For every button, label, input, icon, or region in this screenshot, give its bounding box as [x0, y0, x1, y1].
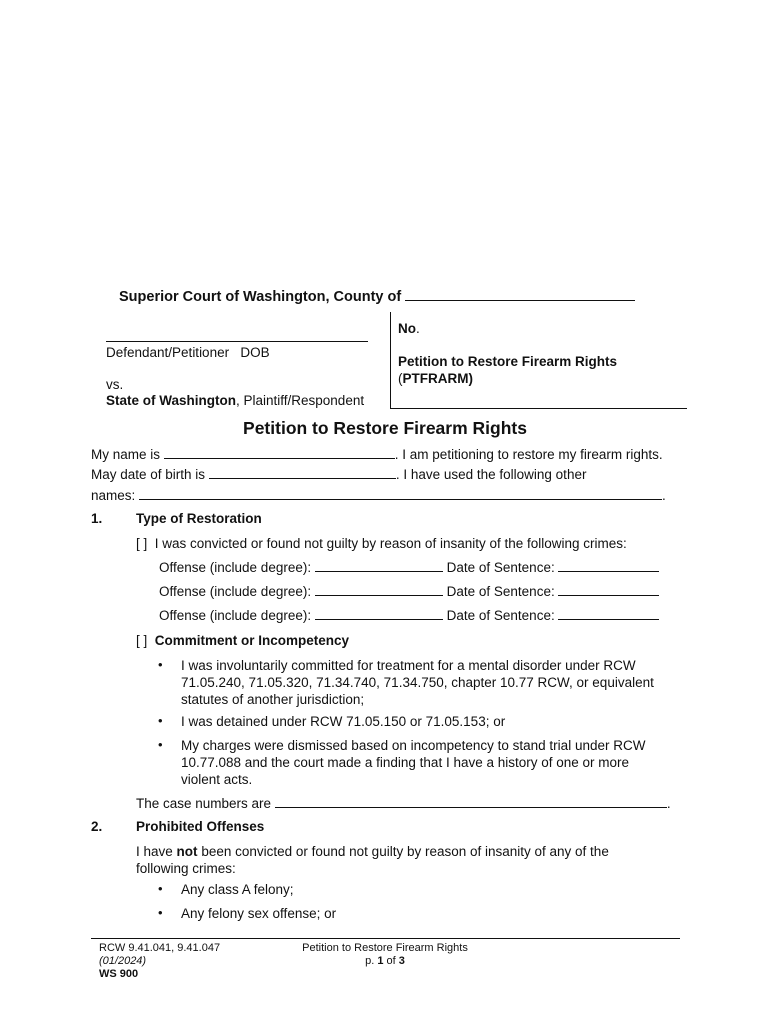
commitment-heading: Commitment or Incompetency — [154, 633, 350, 648]
other-names-blank[interactable] — [139, 487, 662, 500]
sentence-date-blank[interactable] — [558, 583, 659, 596]
other-names-line — [91, 487, 666, 503]
caption-doc-code — [398, 371, 473, 386]
dob-label: DOB — [240, 345, 270, 360]
name-line — [91, 446, 663, 462]
convicted-text: I was convicted or found not guilty by reason of insanity of the following crimes: — [154, 536, 627, 551]
names-suffix: . — [662, 488, 666, 503]
footer-rule — [91, 938, 680, 939]
case-numbers-blank[interactable] — [275, 795, 667, 808]
bullet-icon: • — [158, 713, 163, 728]
vs-label: vs. — [106, 377, 124, 392]
defendant-name-blank[interactable] — [106, 341, 368, 342]
offense-label: Offense (include degree): — [159, 560, 312, 575]
plaintiff-suffix: , Plaintiff/Respondent — [236, 393, 365, 408]
case-numbers-line — [136, 795, 671, 811]
footer-page — [300, 955, 470, 967]
page-of: of — [386, 955, 396, 967]
convicted-option — [136, 536, 627, 551]
dob-prefix: May date of birth is — [91, 467, 206, 482]
sentence-label: Date of Sentence: — [446, 608, 555, 623]
footer-title: Petition to Restore Firearm Rights — [302, 942, 468, 954]
case-no-suffix: . — [416, 321, 420, 336]
bullet-icon: • — [158, 737, 163, 752]
footer-form-number: WS 900 — [99, 968, 139, 980]
dob-line — [91, 466, 586, 482]
defendant-label: Defendant/Petitioner — [106, 345, 230, 360]
sentence-date-blank[interactable] — [558, 607, 659, 620]
offense-row — [159, 559, 659, 575]
case-numbers-prefix: The case numbers are — [136, 796, 272, 811]
bullet-icon: • — [158, 657, 163, 672]
offense-blank[interactable] — [315, 607, 443, 620]
sentence-label: Date of Sentence: — [446, 584, 555, 599]
section1-heading: Type of Restoration — [136, 511, 262, 526]
court-label: Superior Court of Washington, County of — [119, 289, 402, 305]
page-total: 3 — [398, 955, 405, 967]
commitment-bullet: I was involuntarily committed for treatment for a mental disorder under RCW 71.05.240, 71.05.320, 71.34.740, 71.34.750, chapter 10.77 RCW, or equivalent statutes of another jurisdiction; — [181, 658, 654, 707]
section2-text — [136, 843, 646, 877]
section2-number: 2. — [91, 819, 103, 834]
case-number — [398, 321, 420, 336]
name-suffix: . I am petitioning to restore my firearm rights. — [394, 447, 663, 462]
county-blank[interactable] — [405, 288, 635, 301]
page-prefix: p. — [365, 955, 375, 967]
defendant-label-row — [106, 345, 270, 360]
dob-blank[interactable] — [209, 466, 396, 479]
offense-row — [159, 583, 659, 599]
offense-label: Offense (include degree): — [159, 584, 312, 599]
page-current: 1 — [377, 955, 384, 967]
commitment-option — [136, 633, 349, 648]
names-prefix: names: — [91, 488, 136, 503]
caption-rule — [390, 408, 687, 409]
prohibited-bullet: Any felony sex offense; or — [181, 906, 337, 921]
commitment-bullet: My charges were dismissed based on incompetency to stand trial under RCW 10.77.088 and the court made a finding that I have a history of one or more violent acts. — [181, 738, 646, 787]
section2-text-before: I have — [136, 844, 173, 859]
case-no-label: No — [398, 321, 416, 336]
section2-text-bold: not — [176, 844, 198, 859]
doc-code: PTFRARM) — [402, 371, 473, 386]
offense-row — [159, 607, 659, 623]
commitment-checkbox[interactable]: [ ] — [136, 633, 148, 648]
bullet-icon: • — [158, 881, 163, 896]
caption-divider — [390, 312, 391, 409]
sentence-label: Date of Sentence: — [446, 560, 555, 575]
case-numbers-suffix: . — [666, 796, 671, 811]
respondent-line — [106, 393, 364, 408]
section2-heading: Prohibited Offenses — [136, 819, 265, 834]
footer-date: (01/2024) — [99, 955, 147, 967]
offense-blank[interactable] — [315, 559, 443, 572]
convicted-checkbox[interactable]: [ ] — [136, 536, 148, 551]
name-blank[interactable] — [164, 446, 395, 459]
page-title: Petition to Restore Firearm Rights — [243, 418, 527, 438]
doc-code-open: ( — [398, 371, 403, 386]
sentence-date-blank[interactable] — [558, 559, 659, 572]
dob-suffix: . I have used the following other — [395, 467, 587, 482]
section2-text-after: been convicted or found not guilty by reason of insanity of any of the following crimes: — [136, 844, 609, 876]
section1-number: 1. — [91, 511, 103, 526]
caption-doc-title: Petition to Restore Firearm Rights — [398, 354, 618, 369]
state-label: State of Washington — [106, 393, 236, 408]
commitment-bullet: I was detained under RCW 71.05.150 or 71.05.153; or — [181, 714, 506, 729]
court-heading — [119, 288, 635, 305]
prohibited-bullet: Any class A felony; — [181, 882, 294, 897]
offense-blank[interactable] — [315, 583, 443, 596]
name-prefix: My name is — [91, 447, 161, 462]
footer-rcw: RCW 9.41.041, 9.41.047 — [99, 942, 221, 954]
bullet-icon: • — [158, 905, 163, 920]
offense-label: Offense (include degree): — [159, 608, 312, 623]
